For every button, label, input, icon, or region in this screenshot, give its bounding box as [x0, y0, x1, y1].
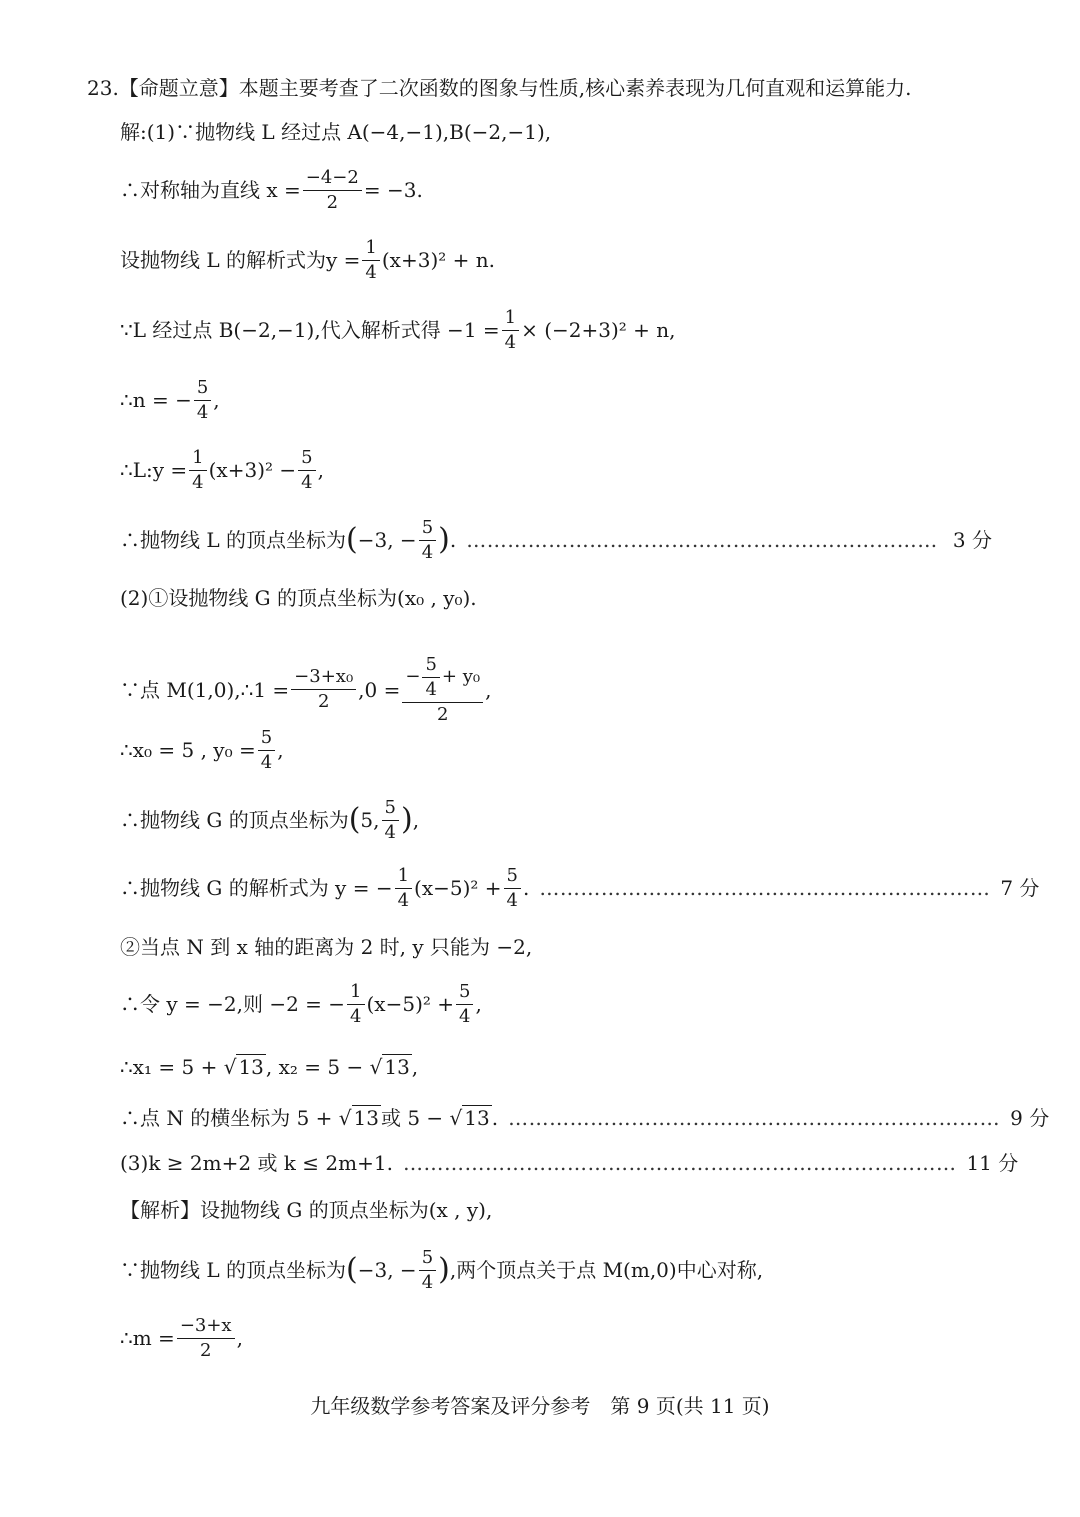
text: ∵抛物线 L 的顶点坐标为	[120, 1258, 346, 1283]
leader-dots: ………………………………………………………………………	[402, 1151, 957, 1175]
text: .	[449, 528, 457, 553]
fraction: $\frac{1}{4}$	[347, 982, 364, 1027]
fraction: $\frac{1}{4}$	[189, 448, 206, 493]
paren: (	[348, 802, 361, 838]
paren: )	[438, 522, 450, 558]
parabola-G-equation	[120, 865, 1040, 911]
text: (x−5)² +	[414, 876, 502, 901]
fraction: $\frac{5}{4}$	[258, 728, 275, 773]
page-footer: 九年级数学参考答案及评分参考 第 9 页(共 11 页)	[310, 1394, 770, 1418]
problem-header: 23.【命题立意】本题主要考查了二次函数的图象与性质,核心素养表现为几何直观和运算能力.	[87, 76, 912, 100]
symmetry-axis-line	[120, 168, 992, 213]
text: ,	[277, 738, 284, 763]
text: −3, −	[357, 1258, 417, 1283]
fraction: $\frac{5}{4}$	[382, 798, 399, 843]
score-label: 9 分	[1010, 1106, 1050, 1130]
score-label: 3 分	[952, 528, 992, 553]
part-3-line	[120, 1151, 1019, 1175]
text: (x+3)² −	[208, 458, 297, 483]
text: .	[522, 876, 530, 901]
midpoint-line	[120, 655, 992, 724]
text: ∴n = −	[120, 388, 192, 413]
vertex-L-line	[120, 518, 992, 563]
text: (3)k ≥ 2m+2 或 k ≤ 2m+1.	[120, 1151, 393, 1175]
text: ∴令 y = −2,则 −2 = −	[120, 992, 346, 1017]
leader-dots: ………………………………………………………………	[508, 1106, 1001, 1130]
fraction: $\frac{1}{4}$	[395, 866, 412, 911]
text: ∴对称轴为直线 x =	[120, 178, 301, 203]
fraction: $\frac{-3+x}{2}$	[177, 1316, 235, 1361]
text: 或 5 −	[380, 1106, 444, 1130]
roots-line: ∴x₁ = 5 + √ 13 , x₂ = 5 − √ 13 ,	[120, 1055, 419, 1079]
text: −3, −	[357, 528, 417, 553]
text: ∴L:y =	[120, 458, 188, 483]
score-label: 11 分	[966, 1151, 1019, 1175]
part-2-header: (2)①设抛物线 G 的顶点坐标为(x₀ , y₀).	[120, 586, 477, 610]
paren: )	[438, 1252, 450, 1288]
fraction: $\frac{\text{−3+x₀}}{2}$	[291, 667, 356, 712]
vertex-G-line	[120, 798, 992, 843]
m-expression-line	[120, 1316, 992, 1361]
text: × (−2+3)² + n,	[521, 318, 676, 343]
text: ∴m =	[120, 1326, 175, 1351]
fraction: $\frac{5}{4}$	[194, 378, 211, 423]
symmetry-line	[120, 1248, 992, 1293]
text: 设抛物线 L 的解析式为y =	[120, 248, 361, 273]
text: ,	[475, 992, 482, 1017]
solve-equation-line	[120, 982, 992, 1027]
fraction: $\frac{5}{4}$	[419, 518, 436, 563]
text: ,	[485, 677, 492, 702]
leader-dots: ……………………………………………………………	[466, 528, 938, 553]
n-value-line	[120, 378, 992, 423]
fraction: $\frac{1}{4}$	[362, 238, 379, 283]
fraction: $\frac{1}{4}$	[502, 308, 519, 353]
text: ∴抛物线 L 的顶点坐标为	[120, 528, 346, 553]
text: ∴抛物线 G 的解析式为 y = −	[120, 876, 393, 901]
fraction: $\frac{-4-2}{2}$	[303, 168, 362, 213]
paren: (	[346, 1252, 358, 1288]
text: ,0 =	[358, 677, 401, 702]
substitute-line	[120, 308, 992, 353]
fraction: $\frac{5}{4}$	[298, 448, 315, 493]
fraction: $\frac{5}{4}$	[419, 1248, 436, 1293]
text: ,两个顶点关于点 M(m,0)中心对称,	[449, 1258, 764, 1283]
analysis-header: 【解析】设抛物线 G 的顶点坐标为(x , y),	[120, 1198, 493, 1222]
text: ∴点 N 的横坐标为 5 +	[120, 1106, 333, 1130]
text: ,	[412, 808, 420, 833]
parabola-form-line	[120, 238, 992, 283]
text: ,	[213, 388, 220, 413]
text: (x+3)² + n.	[381, 248, 495, 273]
text: ∴x₀ = 5 , y₀ =	[120, 738, 256, 763]
text: 5,	[360, 808, 380, 833]
parabola-L-equation	[120, 448, 992, 493]
x0-y0-line	[120, 728, 992, 773]
paren: (	[346, 522, 358, 558]
solution-line-1: 解:(1)∵抛物线 L 经过点 A(−4,−1),B(−2,−1),	[120, 120, 552, 144]
score-label: 7 分	[1000, 876, 1040, 901]
sqrt: √ 13	[443, 1106, 490, 1130]
text: .	[491, 1106, 499, 1130]
fraction: $\frac{5}{4}$	[504, 866, 521, 911]
sqrt: √ 13	[332, 1106, 379, 1130]
fraction: $\frac{5}{4}$	[456, 982, 473, 1027]
paren: )	[400, 802, 413, 838]
text: = −3.	[363, 178, 423, 203]
compound-fraction: − $\frac{5}{4}$ + y₀ 2	[402, 655, 483, 724]
text: ∵点 M(1,0),∴1 =	[120, 677, 290, 702]
part-2-2-line: ②当点 N 到 x 轴的距离为 2 时, y 只能为 −2,	[120, 935, 533, 959]
text: ,	[236, 1326, 243, 1351]
text: ,	[317, 458, 324, 483]
text: ∵L 经过点 B(−2,−1),代入解析式得 −1 =	[120, 318, 500, 343]
text: (x−5)² +	[366, 992, 454, 1017]
n-abscissa-line	[120, 1106, 1050, 1130]
leader-dots: …………………………………………………………	[539, 876, 991, 901]
text: ∴抛物线 G 的顶点坐标为	[120, 808, 349, 833]
